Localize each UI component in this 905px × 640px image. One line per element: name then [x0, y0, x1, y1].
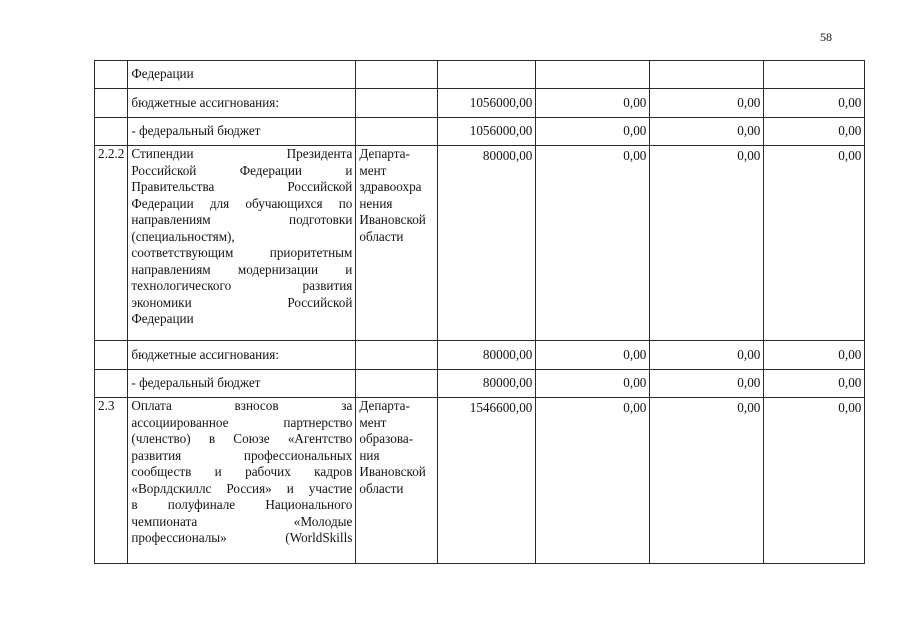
- value-cell: 1056000,00: [438, 89, 536, 118]
- department-cell: [356, 341, 438, 370]
- department-cell: [356, 370, 438, 398]
- description-line: чемпионата «Молодые: [131, 513, 353, 529]
- label-cell: Федерации: [128, 61, 356, 89]
- value-cell: 80000,00: [438, 370, 536, 398]
- value-cell: [764, 61, 865, 89]
- value-cell: 0,00: [764, 398, 865, 564]
- description-cell: [128, 146, 356, 341]
- index-cell: 2.2.2: [95, 146, 128, 341]
- description-line: в полуфинале Национального: [131, 497, 353, 512]
- value-cell: 0,00: [536, 89, 650, 118]
- value-cell: 0,00: [650, 118, 764, 146]
- table-row: [95, 89, 865, 118]
- index-cell: [95, 61, 128, 89]
- value-cell: [650, 61, 764, 89]
- description-line: Стипендии Президента: [131, 146, 353, 161]
- description-line: Федерации: [131, 311, 194, 326]
- department-line: Департа-: [359, 398, 410, 413]
- description-line: экономики Российской: [131, 294, 353, 310]
- value-cell: 80000,00: [438, 341, 536, 370]
- value-cell: 0,00: [536, 118, 650, 146]
- value-cell: 0,00: [536, 370, 650, 398]
- description-line: Федерации для обучающихся по: [131, 195, 353, 211]
- description-line: сообществ и рабочих кадров: [131, 464, 353, 479]
- department-line: мент: [359, 162, 387, 178]
- description-line: развития профессиональных: [131, 447, 353, 463]
- value-cell: 0,00: [650, 146, 764, 341]
- department-cell: [356, 398, 438, 564]
- budget-table: [94, 60, 865, 564]
- department-line: здравоохра: [359, 179, 422, 194]
- label-cell: бюджетные ассигнования:: [128, 341, 356, 370]
- label-cell: - федеральный бюджет: [128, 118, 356, 146]
- table-row: [95, 398, 865, 564]
- description-line: Оплата взносов за: [131, 398, 353, 413]
- department-line: нения: [359, 195, 393, 211]
- description-line: Российской Федерации и: [131, 162, 353, 178]
- value-cell: 0,00: [536, 146, 650, 341]
- department-cell: [356, 146, 438, 341]
- value-cell: 0,00: [536, 398, 650, 564]
- description-line: направлениям подготовки: [131, 212, 353, 227]
- description-line: направлениям модернизации и: [131, 261, 353, 277]
- index-cell: 2.3: [95, 398, 128, 564]
- value-cell: 0,00: [764, 370, 865, 398]
- value-cell: [438, 61, 536, 89]
- value-cell: 1056000,00: [438, 118, 536, 146]
- department-line: образова-: [359, 431, 414, 446]
- value-cell: 1546600,00: [438, 398, 536, 564]
- value-cell: [536, 61, 650, 89]
- value-cell: 0,00: [764, 118, 865, 146]
- table-row: [95, 61, 865, 89]
- label-cell: - федеральный бюджет: [128, 370, 356, 398]
- label-cell: бюджетные ассигнования:: [128, 89, 356, 118]
- department-line: Ивановской: [359, 464, 426, 479]
- description-cell: [128, 398, 356, 564]
- value-cell: 0,00: [536, 341, 650, 370]
- value-cell: 0,00: [650, 398, 764, 564]
- description-line: технологического развития: [131, 278, 353, 293]
- description-line: ассоциированное партнерство: [131, 414, 353, 430]
- value-cell: 0,00: [650, 341, 764, 370]
- value-cell: 0,00: [764, 89, 865, 118]
- value-cell: 0,00: [764, 146, 865, 341]
- value-cell: 0,00: [650, 89, 764, 118]
- department-line: области: [359, 228, 404, 244]
- table-row: [95, 341, 865, 370]
- department-line: ния: [359, 447, 380, 463]
- value-cell: 0,00: [764, 341, 865, 370]
- index-cell: [95, 341, 128, 370]
- department-line: области: [359, 480, 404, 496]
- value-cell: 80000,00: [438, 146, 536, 341]
- department-line: Ивановской: [359, 212, 426, 227]
- table-row: [95, 118, 865, 146]
- table-row: [95, 370, 865, 398]
- description-line: соответствующим приоритетным: [131, 245, 353, 260]
- description-line: (специальностям),: [131, 228, 235, 244]
- description-line: (членство) в Союзе «Агентство: [131, 431, 353, 446]
- department-cell: [356, 89, 438, 118]
- department-line: Департа-: [359, 146, 410, 161]
- department-cell: [356, 61, 438, 89]
- page-number: 58: [820, 30, 832, 44]
- department-cell: [356, 118, 438, 146]
- description-line: «Ворлдскиллс Россия» и участие: [131, 480, 353, 496]
- index-cell: [95, 89, 128, 118]
- description-line: профессионалы» (WorldSkills: [131, 530, 353, 545]
- index-cell: [95, 370, 128, 398]
- table-row: [95, 146, 865, 341]
- value-cell: 0,00: [650, 370, 764, 398]
- index-cell: [95, 118, 128, 146]
- description-line: Правительства Российской: [131, 179, 353, 194]
- department-line: мент: [359, 414, 387, 430]
